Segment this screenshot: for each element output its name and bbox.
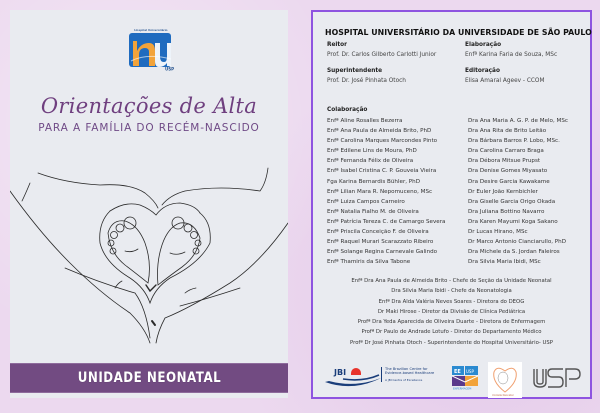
list-item: Enfª Aline Rosalles Bezerra bbox=[327, 118, 403, 124]
jbi-logo bbox=[323, 366, 375, 388]
list-item: Enfª Edilene Lins de Moura, PhD bbox=[327, 148, 417, 155]
list-item: Dra Carolina Carraro Braga bbox=[468, 148, 544, 155]
list-item: Profª Dr José Pinhata Otoch - Superintendente do Hospital Universitário- USP bbox=[350, 339, 553, 346]
list-item: Dra Giselle Garcia Origo Okada bbox=[468, 198, 556, 205]
cover-panel bbox=[10, 10, 288, 398]
list-item: Enfª Dra Ana Paula de Almeida Brito - Chefe de Seção da Unidade Neonatal bbox=[351, 278, 552, 284]
unit-banner-label: UNIDADE NEONATAL bbox=[77, 370, 221, 386]
list-item: Dra Denise Gomes Miyasato bbox=[468, 168, 548, 175]
department-heads-list bbox=[313, 276, 590, 348]
list-item: Dra Silvia Maria Ibidi, MSc bbox=[468, 259, 541, 266]
partner-logos bbox=[313, 358, 590, 398]
neonatal-heart-logo-icon bbox=[488, 362, 522, 398]
role-superintendente bbox=[327, 67, 406, 86]
svg-text:USP: USP bbox=[466, 369, 474, 374]
list-item: Dra Juliana Bottino Navarro bbox=[468, 208, 545, 215]
svg-text:EE: EE bbox=[454, 369, 461, 375]
list-item: Dra Karen Mayumi Koga Sakano bbox=[468, 218, 558, 225]
list-item: Fga Karina Bernardis Bühler, PhD bbox=[327, 178, 421, 185]
list-item: Enfª Fernanda Félix de Oliveira bbox=[327, 158, 414, 165]
role-label: Editoração bbox=[465, 68, 500, 74]
list-item: Dra Ana Maria A. G. P. de Melo, MSc bbox=[468, 118, 568, 124]
list-item: Enfª Solange Regina Carnevale Galindo bbox=[327, 249, 438, 256]
role-value: Prof. Dr. Carlos Gilberto Carlotti Junior bbox=[327, 51, 437, 58]
svg-text:ENFERMAGEM: ENFERMAGEM bbox=[453, 387, 472, 390]
list-item: Dr Lucas Hirano, MSc bbox=[468, 229, 528, 236]
role-value: Enfª Karina Faria de Souza, MSc bbox=[465, 51, 558, 58]
role-value: Elisa Amaral Ageev - CCOM bbox=[465, 77, 545, 84]
svg-text:USP: USP bbox=[532, 367, 534, 368]
collaborators-left-list bbox=[327, 116, 445, 267]
role-editoracao bbox=[465, 67, 545, 86]
list-item: Enfª Isabel Cristina C. P. Gouveia Vieira bbox=[327, 168, 437, 175]
svg-text:Unidade Neonatal: Unidade Neonatal bbox=[492, 394, 514, 397]
role-label: Elaboração bbox=[465, 42, 502, 48]
list-item: Dra Débora Mitsue Prupst bbox=[468, 158, 541, 165]
role-label: Superintendente bbox=[327, 68, 383, 74]
brazil-centre-line2: Evidence-based Healthcare bbox=[385, 371, 435, 376]
list-item: Profª Dra Yeda Aparecida de Oliveira Duarte - Diretora de Enfermagem bbox=[357, 319, 546, 326]
brazilian-centre-logo bbox=[381, 367, 434, 382]
list-item: Enfª Thamiris da Silva Tabone bbox=[327, 259, 411, 266]
hospital-universitario-logo bbox=[127, 28, 175, 72]
list-item: Enfª Ana Paula de Almeida Brito, PhD bbox=[327, 128, 432, 135]
collaborators-right-list bbox=[468, 116, 568, 267]
unit-banner bbox=[10, 363, 288, 393]
list-item: Dra Ana Rita de Brito Leitão bbox=[468, 128, 547, 135]
list-item: Enfª Priscila Conceição F. de Oliveira bbox=[327, 229, 429, 236]
jbi-red-dot-icon bbox=[351, 368, 361, 375]
role-reitor bbox=[327, 41, 436, 60]
ee-usp-logo-icon bbox=[452, 366, 478, 390]
collaboration-label: Colaboração bbox=[327, 107, 368, 113]
cover-subtitle: PARA A FAMÍLIA DO RECÉM-NASCIDO bbox=[38, 122, 260, 134]
role-label: Reitor bbox=[327, 42, 347, 48]
hands-heart-feet-illustration bbox=[10, 143, 288, 353]
logo-tagline: Hospital Universitário bbox=[134, 28, 168, 32]
brazil-centre-line1: The Brazilian Centre for bbox=[385, 367, 428, 371]
list-item: Enfª Luiza Campos Carneiro bbox=[327, 198, 405, 205]
list-item: Dr Marco Antonio Cianciarullo, PhD bbox=[468, 239, 567, 246]
list-item: Dra Bárbara Barros P. Lobo, MSc. bbox=[468, 138, 560, 145]
list-item: Enfª Natalia Fialho M. de Oliveira bbox=[327, 208, 419, 215]
list-item: Enfª Dra Alda Valéria Neves Soares - Diretora do DEOG bbox=[378, 298, 525, 305]
credits-panel bbox=[311, 10, 592, 399]
svg-text:USP: USP bbox=[165, 66, 175, 71]
list-item: Dra Desire Garcia Kawakame bbox=[468, 178, 550, 185]
list-item: Enfª Lilian Mara R. Nepomuceno, MSc bbox=[327, 188, 433, 195]
role-elaboracao bbox=[465, 41, 557, 60]
brazil-centre-sub: A JBI Centre of Excellence bbox=[385, 377, 423, 382]
list-item: Dr Maki Hirose - Diretor da Divisão de Clínica Pediátrica bbox=[377, 308, 526, 315]
list-item: Enfª Patrícia Tereza C. de Camargo Severa bbox=[327, 218, 446, 225]
list-item: Enfª Raquel Murari Scarazzato Ribeiro bbox=[327, 239, 434, 246]
hospital-heading: HOSPITAL UNIVERSITÁRIO DA UNIVERSIDADE DE SÃO PAULO bbox=[325, 28, 592, 37]
list-item: Dra Michele da S. Jordan Faleiros bbox=[468, 249, 560, 256]
role-value: Prof. Dr. José Pinhata Otoch bbox=[327, 77, 406, 84]
cover-title: Orientações de Alta bbox=[40, 94, 258, 118]
usp-logo-icon bbox=[532, 367, 582, 389]
list-item: Enfª Carolina Marques Marcondes Pinto bbox=[327, 138, 438, 145]
hu-logo-icon bbox=[127, 33, 175, 71]
list-item: Dr Euler João Kernbichler bbox=[468, 188, 538, 195]
list-item: Dra Silvia Maria Ibidi - Chefe da Neonatologia bbox=[391, 288, 512, 295]
list-item: Profª Dr Paulo de Andrade Lotufo - Diretor do Departamento Médico bbox=[361, 329, 542, 336]
jbi-text: JBI bbox=[334, 368, 347, 377]
